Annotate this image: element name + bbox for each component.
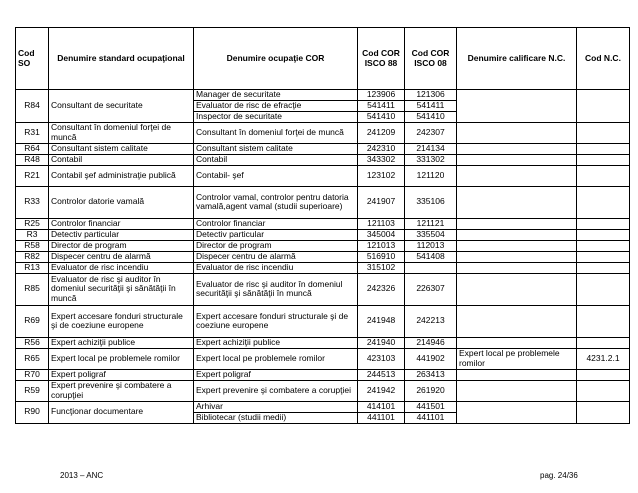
table-row: [16, 251, 630, 262]
cell-standard: Expert prevenire şi combatere a corupţiei: [49, 380, 194, 401]
cell-cod-isco08: 242213: [405, 305, 457, 337]
cell-cod-isco88: 123906: [358, 90, 405, 101]
cell-ocupatie-cor: Arhivar: [194, 401, 358, 412]
cell-cod-isco08: 214134: [405, 143, 457, 154]
header-cod-cor-isco08: Cod COR ISCO 08: [405, 28, 457, 90]
cell-cod-nc: [577, 240, 630, 251]
cell-calificare: [457, 165, 577, 186]
cell-cod-isco08: 335504: [405, 229, 457, 240]
table-row: [16, 348, 630, 369]
cell-ocupatie-cor: Evaluator de risc de efracţie: [194, 101, 358, 112]
table-row: [16, 380, 630, 401]
header-cod-so: Cod SO: [16, 28, 49, 90]
cell-cod-so: R90: [16, 401, 49, 423]
cell-cod-so: R21: [16, 165, 49, 186]
cell-calificare: [457, 251, 577, 262]
table-row: [16, 165, 630, 186]
table-row: [16, 262, 630, 273]
cell-cod-isco88: 241907: [358, 186, 405, 218]
cell-ocupatie-cor: Expert local pe problemele romilor: [194, 348, 358, 369]
cell-cod-isco88: 345004: [358, 229, 405, 240]
cell-calificare: Expert local pe problemele romilor: [457, 348, 577, 369]
cell-ocupatie-cor: Evaluator de risc şi auditor în domeniul securităţii şi sănătăţii în muncă: [194, 273, 358, 305]
cell-ocupatie-cor: Expert accesare fonduri structurale şi de coeziune europene: [194, 305, 358, 337]
cell-cod-so: R25: [16, 218, 49, 229]
table-row: [16, 154, 630, 165]
cell-cod-so: R84: [16, 90, 49, 123]
cell-ocupatie-cor: Detectiv particular: [194, 229, 358, 240]
header-cod-nc: Cod N.C.: [577, 28, 630, 90]
cell-cod-so: R69: [16, 305, 49, 337]
cell-calificare: [457, 240, 577, 251]
cell-standard: Evaluator de risc incendiu: [49, 262, 194, 273]
table-row: [16, 273, 630, 305]
cell-standard: Consultant de securitate: [49, 90, 194, 123]
cell-calificare: [457, 262, 577, 273]
cell-cod-isco88: 423103: [358, 348, 405, 369]
cell-cod-isco08: 335106: [405, 186, 457, 218]
cell-cod-nc: [577, 401, 630, 423]
cell-cod-nc: 4231.2.1: [577, 348, 630, 369]
cell-standard: Director de program: [49, 240, 194, 251]
cell-cod-so: R85: [16, 273, 49, 305]
cell-cod-nc: [577, 186, 630, 218]
cell-cod-isco88: 541410: [358, 111, 405, 122]
cell-cod-isco08: 441101: [405, 412, 457, 423]
cell-calificare: [457, 218, 577, 229]
cell-cod-isco88: 121103: [358, 218, 405, 229]
table-row: [16, 229, 630, 240]
cell-standard: Consultant sistem calitate: [49, 143, 194, 154]
cell-ocupatie-cor: Bibliotecar (studii medii): [194, 412, 358, 423]
cell-calificare: [457, 401, 577, 423]
header-denumire-cor: Denumire ocupaţie COR: [194, 28, 358, 90]
cell-cod-so: R59: [16, 380, 49, 401]
cell-cod-isco88: 241940: [358, 337, 405, 348]
cell-calificare: [457, 273, 577, 305]
cell-cod-isco88: 242310: [358, 143, 405, 154]
cell-calificare: [457, 369, 577, 380]
cell-standard: Expert achiziţii publice: [49, 337, 194, 348]
cell-cod-isco88: 123102: [358, 165, 405, 186]
cell-cod-so: R58: [16, 240, 49, 251]
header-cod-cor-isco88: Cod COR ISCO 88: [358, 28, 405, 90]
cell-cod-so: R13: [16, 262, 49, 273]
cell-cod-so: R64: [16, 143, 49, 154]
table-row: [16, 90, 630, 101]
cell-calificare: [457, 229, 577, 240]
cell-standard: Consultant în domeniul forţei de muncă: [49, 122, 194, 143]
cell-ocupatie-cor: Dispecer centru de alarmă: [194, 251, 358, 262]
cell-cod-isco88: 541411: [358, 101, 405, 112]
header-calificare: Denumire calificare N.C.: [457, 28, 577, 90]
cell-cod-nc: [577, 122, 630, 143]
cell-standard: Controlor datorie vamală: [49, 186, 194, 218]
cell-ocupatie-cor: Expert poligraf: [194, 369, 358, 380]
cell-cod-nc: [577, 337, 630, 348]
header-denumire-standard: Denumire standard ocupaţional: [49, 28, 194, 90]
table-row: [16, 401, 630, 412]
cell-cod-isco88: 343302: [358, 154, 405, 165]
cell-cod-isco08: 441501: [405, 401, 457, 412]
cell-standard: Dispecer centru de alarmă: [49, 251, 194, 262]
page-number: pag. 24/36: [540, 471, 578, 480]
cell-cod-isco08: 541411: [405, 101, 457, 112]
cell-cod-isco88: 241948: [358, 305, 405, 337]
cell-ocupatie-cor: Controlor vamal, controlor pentru datoria vamală,agent vamal (studii superioare): [194, 186, 358, 218]
cell-cod-nc: [577, 251, 630, 262]
table-body: [16, 90, 630, 424]
cell-ocupatie-cor: Consultant în domeniul forţei de muncă: [194, 122, 358, 143]
cell-cod-isco08: 261920: [405, 380, 457, 401]
cell-cod-so: R48: [16, 154, 49, 165]
cell-ocupatie-cor: Expert prevenire şi combatere a corupţiei: [194, 380, 358, 401]
cell-cod-nc: [577, 229, 630, 240]
cell-ocupatie-cor: Director de program: [194, 240, 358, 251]
cell-cod-isco88: 244513: [358, 369, 405, 380]
cell-cod-isco08: 541408: [405, 251, 457, 262]
cell-calificare: [457, 380, 577, 401]
cell-ocupatie-cor: Contabil: [194, 154, 358, 165]
cell-standard: Contabil: [49, 154, 194, 165]
cell-cod-nc: [577, 273, 630, 305]
cell-cod-isco88: 414101: [358, 401, 405, 412]
cell-cod-nc: [577, 380, 630, 401]
footer-left: 2013 – ANC: [60, 471, 104, 480]
cell-cod-so: R56: [16, 337, 49, 348]
cell-standard: Expert accesare fonduri structurale şi de coeziune europene: [49, 305, 194, 337]
cell-cod-so: R65: [16, 348, 49, 369]
cell-cod-isco08: 121121: [405, 218, 457, 229]
cell-ocupatie-cor: Consultant sistem calitate: [194, 143, 358, 154]
cell-cod-isco08: 112013: [405, 240, 457, 251]
cell-cod-isco08: 214946: [405, 337, 457, 348]
cell-standard: Detectiv particular: [49, 229, 194, 240]
cell-cod-isco08: 121120: [405, 165, 457, 186]
cell-cod-isco08: 541410: [405, 111, 457, 122]
cell-standard: Funcţionar documentare: [49, 401, 194, 423]
cell-cod-nc: [577, 90, 630, 123]
cell-cod-so: R82: [16, 251, 49, 262]
cell-cod-nc: [577, 262, 630, 273]
cell-ocupatie-cor: Contabil- şef: [194, 165, 358, 186]
cell-cod-so: R33: [16, 186, 49, 218]
cell-cod-isco88: 241942: [358, 380, 405, 401]
cell-calificare: [457, 122, 577, 143]
cell-cod-nc: [577, 154, 630, 165]
cell-cod-isco88: 516910: [358, 251, 405, 262]
cell-ocupatie-cor: Controlor financiar: [194, 218, 358, 229]
cell-calificare: [457, 90, 577, 123]
cell-cod-isco08: 226307: [405, 273, 457, 305]
cell-calificare: [457, 154, 577, 165]
cell-cod-nc: [577, 165, 630, 186]
cell-cod-isco08: 331302: [405, 154, 457, 165]
cell-cod-nc: [577, 218, 630, 229]
cell-ocupatie-cor: Inspector de securitate: [194, 111, 358, 122]
cell-ocupatie-cor: Evaluator de risc incendiu: [194, 262, 358, 273]
cell-cod-isco08: 263413: [405, 369, 457, 380]
cell-cod-isco88: 315102: [358, 262, 405, 273]
occupations-table: [15, 27, 630, 424]
cell-cod-so: R31: [16, 122, 49, 143]
table-row: [16, 143, 630, 154]
cell-cod-isco88: 121013: [358, 240, 405, 251]
cell-cod-isco88: 242326: [358, 273, 405, 305]
table-row: [16, 369, 630, 380]
cell-cod-isco08: [405, 262, 457, 273]
cell-ocupatie-cor: Expert achiziţii publice: [194, 337, 358, 348]
table-row: [16, 240, 630, 251]
cell-calificare: [457, 186, 577, 218]
cell-cod-isco08: 242307: [405, 122, 457, 143]
table-header-row: [16, 28, 630, 90]
cell-cod-isco88: 441101: [358, 412, 405, 423]
table-row: [16, 337, 630, 348]
table-row: [16, 186, 630, 218]
cell-standard: Expert local pe problemele romilor: [49, 348, 194, 369]
cell-calificare: [457, 305, 577, 337]
cell-calificare: [457, 337, 577, 348]
cell-cod-nc: [577, 305, 630, 337]
cell-cod-isco08: 121306: [405, 90, 457, 101]
cell-cod-nc: [577, 369, 630, 380]
cell-cod-isco08: 441902: [405, 348, 457, 369]
cell-cod-isco88: 241209: [358, 122, 405, 143]
cell-ocupatie-cor: Manager de securitate: [194, 90, 358, 101]
table-row: [16, 218, 630, 229]
cell-standard: Expert poligraf: [49, 369, 194, 380]
cell-standard: Evaluator de risc şi auditor în domeniul securităţii şi sănătăţii în muncă: [49, 273, 194, 305]
cell-cod-so: R70: [16, 369, 49, 380]
cell-calificare: [457, 143, 577, 154]
cell-standard: Controlor financiar: [49, 218, 194, 229]
cell-cod-nc: [577, 143, 630, 154]
table-row: [16, 305, 630, 337]
table-row: [16, 122, 630, 143]
cell-cod-so: R3: [16, 229, 49, 240]
cell-standard: Contabil şef administraţie publică: [49, 165, 194, 186]
